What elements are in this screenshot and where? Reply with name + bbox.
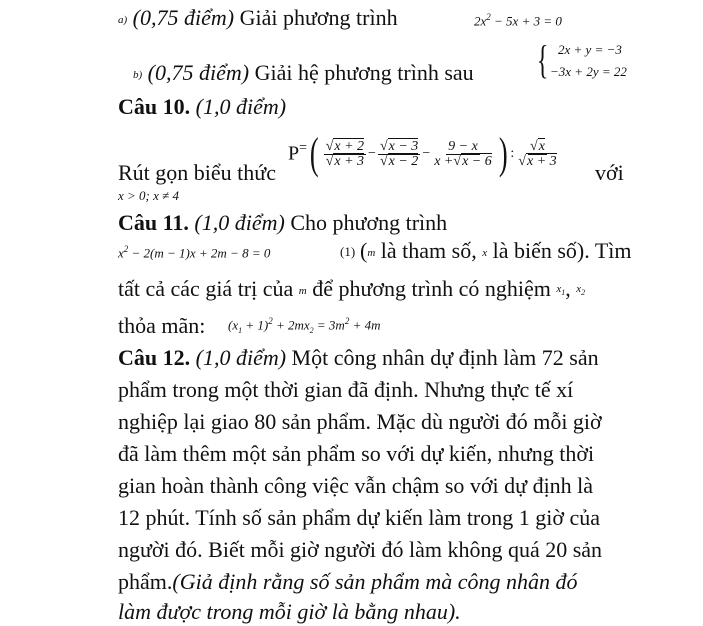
q10-condition: x > 0; x ≠ 4 <box>118 188 180 203</box>
q11-condition: $(x_1 + 1)^2 + 2mx_2 = 3m^2 + 4m$ <box>228 316 381 335</box>
q12-line2: phẩm trong một thời gian đã định. Nhưng thực tế xí <box>118 377 574 402</box>
q11-title: Câu 11. <box>118 210 189 235</box>
q12-line9: làm được trong mỗi giờ là bằng nhau). <box>118 599 461 624</box>
q9a-equation: $2x^2 - 5x + 3 = 0$ <box>474 12 562 29</box>
q10-title: Câu 10. <box>118 94 191 119</box>
var-x2: $x_2$ <box>576 283 586 298</box>
q10-heading <box>118 94 286 120</box>
var-x: x <box>482 246 488 259</box>
q10-points: (1,0 điểm) <box>195 94 287 119</box>
var-m: m <box>367 246 376 259</box>
frac-4: $\frac{√x}{√x + 3}$ <box>518 138 557 169</box>
q10-text: Rút gọn biểu thức <box>118 160 276 185</box>
q9b-points: (0,75 điểm) <box>147 60 250 85</box>
q12-line6: 12 phút. Tính số sản phẩm dự kiến làm trong 1 giờ của <box>118 505 601 530</box>
expr-colon: : <box>510 146 515 161</box>
q12-title: Câu 12. <box>118 345 191 370</box>
q12-line8: phẩm.(Giả định rằng số sản phẩm mà công nhân đó <box>118 569 578 594</box>
q12-line3: nghiệp lại giao 80 sản phẩm. Mặc dù người đó mỗi giờ <box>118 409 602 434</box>
q11-points: (1,0 điểm) <box>194 210 285 235</box>
q12-line7: người đó. Biết mỗi giờ người đó làm không quá 20 sản <box>118 537 603 562</box>
frac-1: $\frac{√x + 2}{√x + 3}$ <box>325 138 365 169</box>
q11-equation: $x^2 - 2(m - 1)x + 2m - 8 = 0$ <box>118 244 271 261</box>
q9b-text: Giải hệ phương trình sau <box>254 60 474 85</box>
q12-line4: đã làm thêm một sản phẩm so với dự kiến, nhưng thời <box>118 441 595 466</box>
q9b-line <box>133 60 474 88</box>
frac-2: $\frac{√x - 3}{√x - 2}$ <box>379 138 419 169</box>
q10-tail: với <box>595 160 624 185</box>
q11-eq-tag: (1) <box>340 244 356 259</box>
paren-left: ( <box>309 129 319 178</box>
expr-p: P <box>288 142 300 165</box>
q12-line5: gian hoàn thành công việc vẫn chậm so với dự định là <box>118 473 594 498</box>
paren-right: ) <box>498 129 508 178</box>
system-eq2: −3x + 2y = 22 <box>550 64 627 79</box>
q9a-points: (0,75 điểm) <box>132 5 235 30</box>
frac-3: $\frac{9 - x}{x +√x - 6}$ <box>434 138 492 169</box>
q9a-text: Giải phương trình <box>239 5 398 30</box>
q11-line2: (m là tham số, x là biến số). Tìm <box>360 238 632 263</box>
q12-line1: Câu 12. (1,0 điểm) Một công nhân dự định làm 72 sản <box>118 345 599 370</box>
q9a-line <box>118 5 398 33</box>
q11-text: Cho phương trình <box>290 210 448 235</box>
q11-line4: thỏa mãn: <box>118 313 206 338</box>
q11-line3: tất cả các giá trị của m để phương trình có nghiệm $x_1$, $x_2$ <box>118 276 586 302</box>
system-eq1: 2x + y = −3 <box>558 42 622 57</box>
q9b-label: b) <box>133 68 143 81</box>
q10-expression: P=( $\frac{√x + 2}{√x + 3}$ − $\frac{√x - 3}{√x - 2}$ − $\frac{9 - x}{x +√x - 6}$ ) : $\frac{√x}{√x + 3}$ <box>288 129 557 178</box>
var-x1: $x_1$ <box>556 283 566 298</box>
q11-heading <box>118 210 447 236</box>
q12-points: (1,0 điểm) <box>195 345 287 370</box>
expr-eq: = <box>299 140 308 156</box>
q9a-label: a) <box>118 13 128 26</box>
var-m2: m <box>298 285 307 298</box>
system-brace: { <box>536 37 549 82</box>
